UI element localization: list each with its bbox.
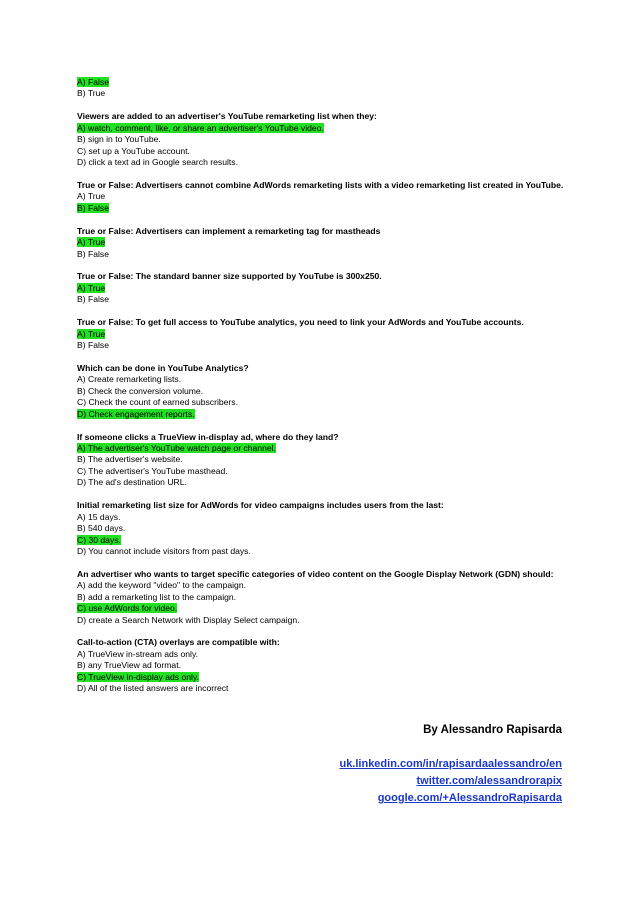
twitter-link[interactable]: twitter.com/alessandrorapix: [416, 775, 562, 787]
correct-answer: [77, 123, 563, 134]
question-text: Which can be done in YouTube Analytics?: [77, 362, 249, 373]
answer-option: [77, 477, 563, 488]
answer-option: [77, 374, 563, 385]
answer-option: [77, 649, 563, 660]
answer-text: B) False: [77, 294, 109, 305]
correct-answer: [77, 409, 563, 420]
answer-text: A) add the keyword "video" to the campaign.: [77, 580, 247, 591]
correct-answer: [77, 535, 563, 546]
question-text: If someone clicks a TrueView in-display ad, where do they land?: [77, 431, 339, 442]
question-block: [77, 637, 563, 694]
answer-option: [77, 88, 563, 99]
answer-text: A) True: [77, 328, 106, 339]
question-block: [77, 180, 563, 214]
author-name: By Alessandro Rapisarda: [423, 724, 562, 736]
question-block: [77, 111, 563, 168]
question-text: True or False: Advertisers can implement a remarketing tag for mastheads: [77, 225, 381, 236]
answer-text: B) 540 days.: [77, 523, 126, 534]
answer-option: [77, 157, 563, 168]
correct-answer: [77, 203, 563, 214]
answer-text: A) The advertiser's YouTube watch page or channel.: [77, 443, 276, 453]
answer-text: B) False: [77, 248, 109, 259]
document-page: [77, 77, 563, 706]
answer-text: D) create a Search Network with Display Select campaign.: [77, 614, 300, 625]
answer-option: [77, 340, 563, 351]
answer-option: [77, 397, 563, 408]
question-block: [77, 77, 563, 100]
answer-text: B) sign in to YouTube.: [77, 134, 161, 145]
answer-text: C) TrueView in-display ads only.: [77, 671, 199, 682]
answer-text: B) Check the conversion volume.: [77, 385, 204, 396]
answer-text: A) watch, comment, like, or share an advertiser's YouTube video.: [77, 122, 324, 133]
correct-answer: [77, 443, 563, 454]
correct-answer: [77, 237, 563, 248]
question-text: True or False: Advertisers cannot combine AdWords remarketing lists with a video remarketing list created in YouTube.: [77, 179, 564, 190]
question-block: [77, 271, 563, 305]
answer-text: D) You cannot include visitors from past days.: [77, 545, 251, 556]
answer-text: C) 30 days.: [77, 534, 121, 545]
answer-option: [77, 660, 563, 671]
answer-text: A) 15 days.: [77, 511, 121, 522]
linkedin-link[interactable]: uk.linkedin.com/in/rapisardaalessandro/en: [339, 758, 562, 770]
answer-text: B) any TrueView ad format.: [77, 660, 181, 671]
answer-option: [77, 580, 563, 591]
question-text: Initial remarketing list size for AdWords for video campaigns includes users from the last:: [77, 500, 444, 511]
question-text: An advertiser who wants to target specific categories of video content on the Google Display Network (GDN) should:: [77, 568, 554, 579]
question-block: [77, 317, 563, 351]
answer-text: A) TrueView in-stream ads only.: [77, 648, 198, 659]
answer-option: [77, 512, 563, 523]
answer-text: B) The advertiser's website.: [77, 454, 183, 465]
answer-option: [77, 683, 563, 694]
answer-option: [77, 134, 563, 145]
answer-text: C) The advertiser's YouTube masthead.: [77, 465, 228, 476]
answer-option: [77, 249, 563, 260]
answer-option: [77, 466, 563, 477]
answer-text: A) False: [77, 77, 109, 87]
question-block: [77, 363, 563, 420]
answer-text: B) False: [77, 202, 109, 213]
answer-option: [77, 523, 563, 534]
correct-answer: [77, 672, 563, 683]
googleplus-link[interactable]: google.com/+AlessandroRapisarda: [377, 792, 562, 804]
correct-answer: [77, 283, 563, 294]
answer-text: B) True: [77, 88, 106, 99]
answer-text: A) True: [77, 282, 106, 293]
answer-text: D) All of the listed answers are incorrect: [77, 683, 229, 694]
answer-option: [77, 386, 563, 397]
answer-text: B) False: [77, 340, 109, 351]
answer-option: [77, 546, 563, 557]
correct-answer: [77, 77, 563, 88]
answer-text: A) True: [77, 191, 106, 202]
correct-answer: [77, 329, 563, 340]
answer-option: [77, 146, 563, 157]
answer-text: B) add a remarketing list to the campaign.: [77, 591, 237, 602]
answer-text: C) Check the count of earned subscribers.: [77, 397, 238, 408]
answer-option: [77, 294, 563, 305]
correct-answer: [77, 603, 563, 614]
answer-option: [77, 615, 563, 626]
question-text: True or False: To get full access to YouTube analytics, you need to link your AdWords and YouTube accounts.: [77, 317, 524, 328]
question-block: [77, 500, 563, 557]
answer-option: [77, 454, 563, 465]
answer-option: [77, 592, 563, 603]
answer-text: C) use AdWords for video.: [77, 603, 178, 614]
answer-text: D) Check engagement reports.: [77, 408, 195, 419]
question-block: [77, 432, 563, 489]
question-block: [77, 226, 563, 260]
answer-text: A) Create remarketing lists.: [77, 374, 182, 385]
question-text: Viewers are added to an advertiser's YouTube remarketing list when they:: [77, 111, 377, 122]
question-block: [77, 569, 563, 626]
answer-text: D) The ad's destination URL.: [77, 477, 187, 488]
answer-option: [77, 191, 563, 202]
signature: [339, 722, 562, 807]
answer-text: D) click a text ad in Google search results.: [77, 157, 238, 168]
answer-text: C) set up a YouTube account.: [77, 145, 190, 156]
question-text: True or False: The standard banner size supported by YouTube is 300x250.: [77, 271, 382, 282]
question-text: Call-to-action (CTA) overlays are compatible with:: [77, 637, 280, 648]
answer-text: A) True: [77, 237, 106, 248]
